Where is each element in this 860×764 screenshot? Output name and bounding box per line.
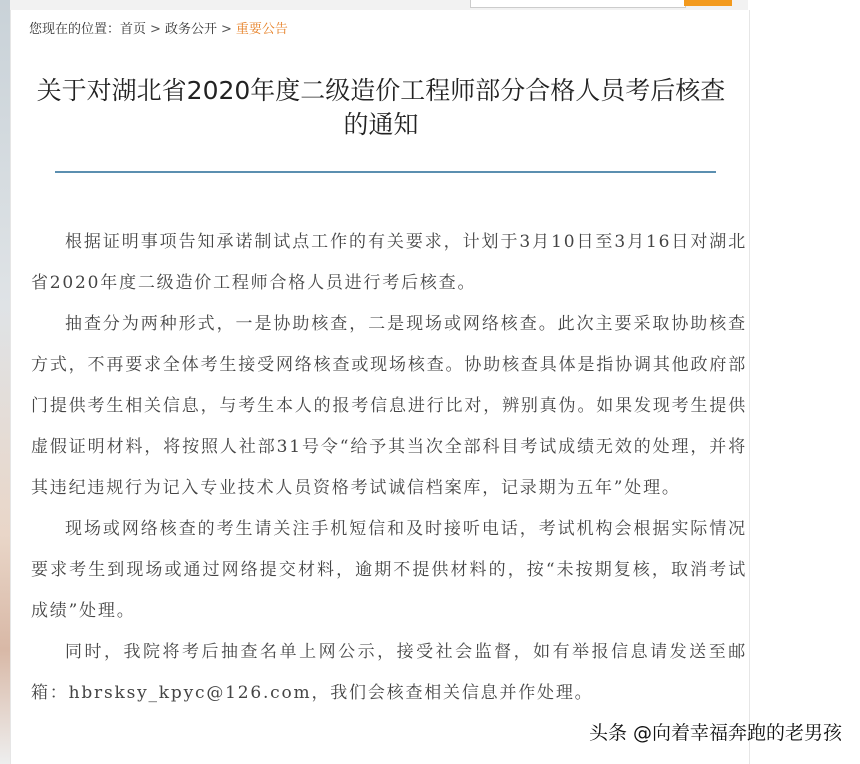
breadcrumb-home-link[interactable]: 首页	[120, 22, 147, 37]
search-button[interactable]	[684, 0, 732, 6]
title-divider	[55, 171, 716, 173]
breadcrumb	[29, 18, 288, 37]
article-paragraph: 现场或网络核查的考生请关注手机短信和及时接听电话，考试机构会根据实际情况要求考生到现场或通过网络提交材料，逾期不提供材料的，按“未按期复核，取消考试成绩”处理。	[31, 519, 747, 621]
article-body	[31, 222, 747, 714]
breadcrumb-separator: >	[220, 22, 232, 37]
breadcrumb-announcements-link[interactable]: 重要公告	[235, 22, 288, 37]
content-panel	[10, 10, 750, 764]
breadcrumb-separator: >	[150, 22, 161, 37]
article-paragraph: 同时，我院将考后抽查名单上网公示，接受社会监督，如有举报信息请发送至邮箱：hbrsksy_kpyc@126.com，我们会核查相关信息并作处理。	[31, 642, 747, 703]
search-input[interactable]	[470, 0, 686, 8]
side-photo-strip	[0, 0, 10, 764]
watermark: 头条 @向着幸福奔跑的老男孩	[588, 722, 842, 744]
right-margin	[748, 0, 860, 764]
article-title: 关于对湖北省2020年度二级造价工程师部分合格人员考后核查的通知	[36, 76, 726, 139]
article-paragraph: 根据证明事项告知承诺制试点工作的有关要求，计划于3月10日至3月16日对湖北省2020年度二级造价工程师合格人员进行考后核查。	[31, 232, 747, 293]
breadcrumb-prefix: 您现在的位置：	[29, 22, 121, 37]
article-paragraph: 抽查分为两种形式，一是协助核查，二是现场或网络核查。此次主要采取协助核查方式，不再要求全体考生接受网络核查或现场核查。协助核查具体是指协调其他政府部门提供考生相关信息，与考生本人的报考信息进行比对，辨别真伪。如果发现考生提供虚假证明材料，将按照人社部31号令“给予其当次全部科目考试成绩无效的处理，并将其违纪违规行为记入专业技术人员资格考试诚信档案库，记录期为五年”处理。	[31, 314, 747, 498]
breadcrumb-gov-affairs-link[interactable]: 政务公开	[164, 22, 217, 37]
